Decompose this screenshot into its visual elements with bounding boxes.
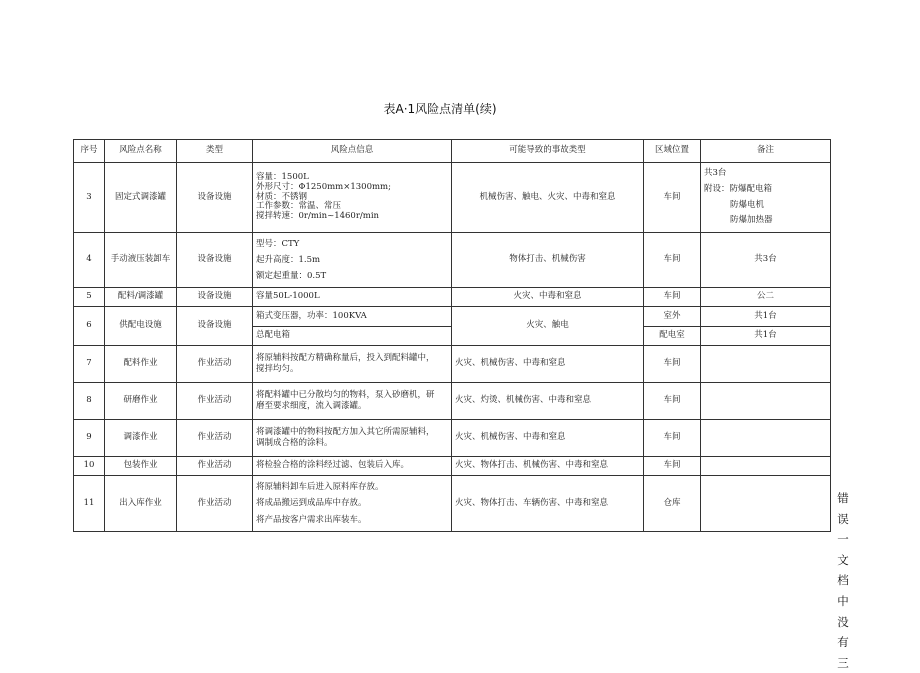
table-row [74, 288, 831, 307]
row-name: 包装作业 [105, 457, 177, 476]
row-area: 车间 [644, 346, 701, 383]
side-vertical-text [834, 488, 852, 673]
row-no: 9 [74, 420, 105, 457]
header-note: 备注 [701, 140, 831, 163]
side-char: 有 [837, 635, 849, 650]
row-info [253, 383, 452, 420]
row-note: 共1台 [701, 327, 831, 346]
row-note [701, 346, 831, 383]
row-accident: 物体打击、机械伤害 [452, 233, 644, 288]
row-area: 车间 [644, 383, 701, 420]
table-row [74, 476, 831, 532]
info-line: 将成品搬运到成品库中存放。 [256, 498, 367, 509]
row-no: 7 [74, 346, 105, 383]
row-name: 手动液压装卸车 [105, 233, 177, 288]
table-title: 表A·1风险点清单(续) [383, 102, 497, 116]
row-no: 6 [74, 307, 105, 346]
row-type: 作业活动 [177, 476, 253, 532]
row-accident: 火灾、物体打击、机械伤害、中毒和窒息 [452, 457, 644, 476]
table-row [74, 457, 831, 476]
row-info: 箱式变压器，功率：100KVA [253, 307, 452, 327]
info-line: 将原辅料按配方精确称量后，投入到配料罐中， [256, 352, 435, 363]
row-type: 作业活动 [177, 383, 253, 420]
row-no: 3 [74, 163, 105, 233]
table-row [74, 233, 831, 288]
row-no: 10 [74, 457, 105, 476]
info-line: 搅拌转速：0r/min~1460r/min [256, 211, 380, 222]
row-no: 11 [74, 476, 105, 532]
row-name: 固定式调漆罐 [105, 163, 177, 233]
side-char: 档 [837, 573, 849, 588]
row-no: 4 [74, 233, 105, 288]
header-area: 区域位置 [644, 140, 701, 163]
info-line: 将原辅料卸车后进入原料库存放。 [256, 482, 384, 493]
header-accident: 可能导致的事故类型 [452, 140, 644, 163]
row-name: 配料作业 [105, 346, 177, 383]
row-area: 配电室 [644, 327, 701, 346]
row-accident: 火灾、机械伤害、中毒和窒息 [452, 420, 644, 457]
info-line: 磨至要求细度，流入调漆罐。 [256, 401, 367, 411]
header-name: 风险点名称 [105, 140, 177, 163]
row-area: 室外 [644, 307, 701, 327]
row-info [253, 233, 452, 288]
row-name: 供配电设施 [105, 307, 177, 346]
info-line: 容量：1500L [256, 172, 309, 183]
side-char: 错 [837, 491, 849, 505]
row-area: 车间 [644, 288, 701, 307]
row-info [253, 476, 452, 532]
row-note: 共1台 [701, 307, 831, 327]
table-row [74, 383, 831, 420]
info-line: 材质：不锈钢 [256, 191, 308, 202]
side-char: 文 [837, 552, 849, 567]
table-row [74, 163, 831, 233]
side-char: 三 [837, 655, 849, 670]
row-note [701, 420, 831, 457]
row-note [701, 383, 831, 420]
row-no: 8 [74, 383, 105, 420]
info-line: 额定起重量：0.5T [256, 271, 327, 282]
info-line: 工作参数：常温、常压 [256, 201, 342, 212]
row-type: 设备设施 [177, 307, 253, 346]
row-name: 配料/调漆罐 [105, 288, 177, 307]
row-type: 作业活动 [177, 346, 253, 383]
row-note [701, 457, 831, 476]
row-type: 设备设施 [177, 233, 253, 288]
row-type: 设备设施 [177, 288, 253, 307]
info-line: 将产品按客户需求出库装车。 [256, 514, 367, 525]
table-row [74, 420, 831, 457]
row-accident: 火灾、机械伤害、中毒和窒息 [452, 346, 644, 383]
row-area: 仓库 [644, 476, 701, 532]
header-type: 类型 [177, 140, 253, 163]
side-char: 一 [837, 532, 849, 547]
header-row [74, 140, 831, 163]
row-type: 设备设施 [177, 163, 253, 233]
side-char: 没 [837, 614, 849, 629]
row-type: 作业活动 [177, 457, 253, 476]
note-line: 防爆电机 [730, 199, 765, 210]
side-char: 误 [837, 511, 849, 526]
note-line: 防爆加热器 [730, 215, 773, 226]
row-note: 共3台 [701, 233, 831, 288]
row-note [701, 163, 831, 233]
info-line: 搅拌均匀。 [256, 364, 299, 374]
note-line: 附设：防爆配电箱 [704, 183, 773, 194]
row-info [253, 420, 452, 457]
row-accident: 机械伤害、触电、火灾、中毒和窒息 [452, 163, 644, 233]
row-name: 研磨作业 [105, 383, 177, 420]
row-area: 车间 [644, 420, 701, 457]
row-area: 车间 [644, 457, 701, 476]
row-no: 5 [74, 288, 105, 307]
row-info: 容量50L-1000L [253, 288, 452, 307]
row-note [701, 476, 831, 532]
row-note: 公二 [701, 288, 831, 307]
info-line: 调制成合格的涂料。 [256, 438, 333, 448]
info-line: 型号：CTY [256, 238, 300, 249]
row-info [253, 346, 452, 383]
row-info: 将检验合格的涂料经过滤、包装后入库。 [253, 457, 452, 476]
table-row [74, 346, 831, 383]
row-accident: 火灾、中毒和窒息 [452, 288, 644, 307]
info-line: 外形尺寸：Φ1250mm×1300mm; [256, 181, 391, 192]
row-name: 出入库作业 [105, 476, 177, 532]
risk-point-table [73, 139, 831, 532]
row-info: 总配电箱 [253, 327, 452, 346]
info-line: 将配料罐中已分散均匀的物料，泵入砂磨机，研 [256, 389, 435, 400]
row-name: 调漆作业 [105, 420, 177, 457]
header-info: 风险点信息 [253, 140, 452, 163]
row-accident: 火灾、灼烫、机械伤害、中毒和窒息 [452, 383, 644, 420]
table-row [74, 307, 831, 327]
info-line: 起升高度：1.5m [256, 254, 321, 265]
side-char: 中 [837, 593, 849, 608]
row-area: 车间 [644, 233, 701, 288]
header-no: 序号 [74, 140, 105, 163]
row-accident: 火灾、物体打击、车辆伤害、中毒和窒息 [452, 476, 644, 532]
info-line: 将调漆罐中的物料按配方加入其它所需原辅料， [256, 426, 435, 437]
row-accident: 火灾、触电 [452, 307, 644, 346]
row-type: 作业活动 [177, 420, 253, 457]
row-info [253, 163, 452, 233]
row-area: 车间 [644, 163, 701, 233]
note-line: 共3台 [704, 168, 727, 179]
